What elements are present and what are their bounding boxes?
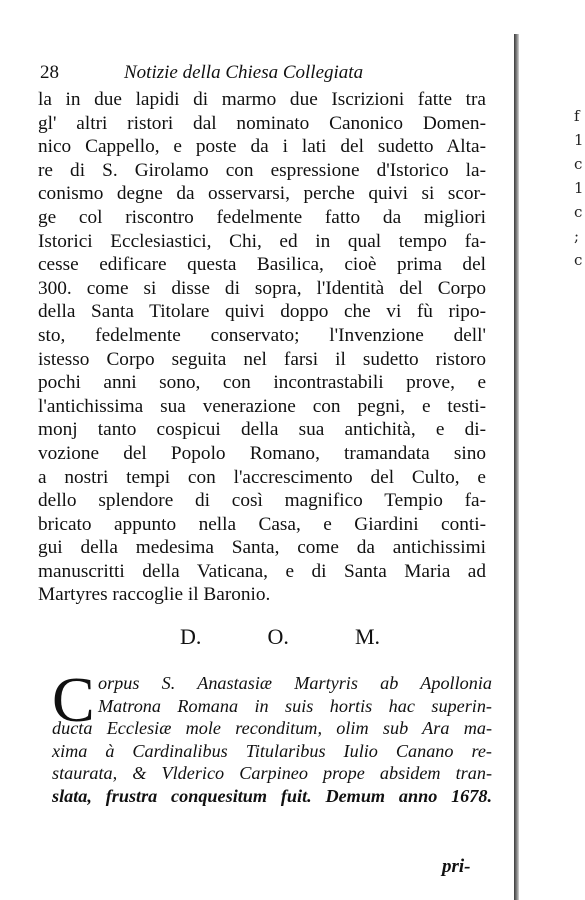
drop-capital: C — [52, 664, 95, 735]
text-line: cesse edificare questa Basilica, cioè prima del — [38, 254, 486, 276]
page-gutter-shadow — [514, 34, 519, 900]
text-line: pochi anni sono, con incontrastabili prove, e — [38, 372, 486, 394]
inscription-line: slata, frustra conquesitum fuit. Demum anno 1678. — [52, 785, 492, 806]
text-line: gui della medesima Santa, come da antichissimi — [38, 537, 486, 559]
facing-page-fragments — [574, 104, 585, 272]
dom-letter: D. — [180, 624, 202, 649]
text-line: nico Cappello, e poste da i lati del sudetto Alta- — [38, 136, 486, 158]
text-line: sto, fedelmente conservato; l'Invenzione dell' — [38, 324, 486, 346]
facing-page-char: c — [574, 251, 583, 269]
running-title: Notizie della Chiesa Collegiata — [124, 62, 364, 83]
text-line: conismo degne da osservarsi, perche quivi si scor- — [38, 183, 486, 205]
dom-heading — [180, 624, 380, 654]
text-line: re di S. Girolamo con espressione d'Istorico la- — [38, 159, 486, 181]
facing-page-char: ; — [574, 227, 580, 245]
text-line: bricato appunto nella Casa, e Giardini conti- — [38, 513, 486, 535]
facing-page-char: f — [574, 107, 580, 125]
dom-letter: M. — [354, 624, 380, 649]
text-line: della Santa Titolare quivi doppo che vi fù ripo- — [38, 301, 486, 323]
text-line: manuscritti della Vaticana, e di Santa Maria ad — [38, 560, 486, 582]
catchword: pri- — [442, 856, 471, 877]
latin-inscription — [52, 664, 492, 808]
facing-page-char: c — [574, 155, 583, 173]
inscription-line: Matrona Romana in suis hortis hac superin- — [98, 695, 492, 716]
dom-letter: O. — [267, 624, 289, 649]
text-line: Martyres raccoglie il Baronio. — [38, 584, 271, 606]
text-line: gl' altri ristori dal nominato Canonico Domen- — [38, 112, 486, 134]
text-line: 300. come si disse di sopra, l'Identità del Corpo — [38, 277, 486, 299]
facing-page-char: 1 — [574, 131, 584, 149]
inscription-line: orpus S. Anastasiæ Martyris ab Apollonia — [98, 673, 492, 693]
text-line: monj tanto cospicui della sua antichità, e di- — [38, 419, 486, 441]
body-paragraph — [38, 88, 486, 607]
text-line: dello splendore di così magnifico Tempio fa- — [38, 490, 486, 512]
text-line: la in due lapidi di marmo due Iscrizioni fatte tra — [38, 89, 486, 110]
inscription-line: staurata, & Vlderico Carpineo prope absidem tran- — [52, 763, 492, 784]
page-number: 28 — [40, 62, 59, 83]
text-line: a nostri tempi con l'accrescimento del Culto, e — [38, 466, 486, 488]
text-line: ge col riscontro fedelmente fatto da migliori — [38, 206, 486, 228]
facing-page-char: 1 — [574, 179, 584, 197]
inscription-line: ducta Ecclesiæ mole reconditum, olim sub Ara ma- — [52, 718, 492, 739]
text-line: l'antichissima sua venerazione con pegni, e testi- — [38, 395, 486, 417]
text-line: Istorici Ecclesiastici, Chi, ed in qual tempo fa- — [38, 230, 486, 252]
text-line: vozione del Popolo Romano, tramandata sino — [38, 442, 486, 464]
facing-page-char: c — [574, 203, 583, 221]
page-header — [40, 62, 440, 84]
text-line: istesso Corpo seguita nel farsi il sudetto ristoro — [38, 348, 486, 370]
inscription-line: xima à Cardinalibus Titularibus Iulio Canano re- — [52, 740, 492, 761]
